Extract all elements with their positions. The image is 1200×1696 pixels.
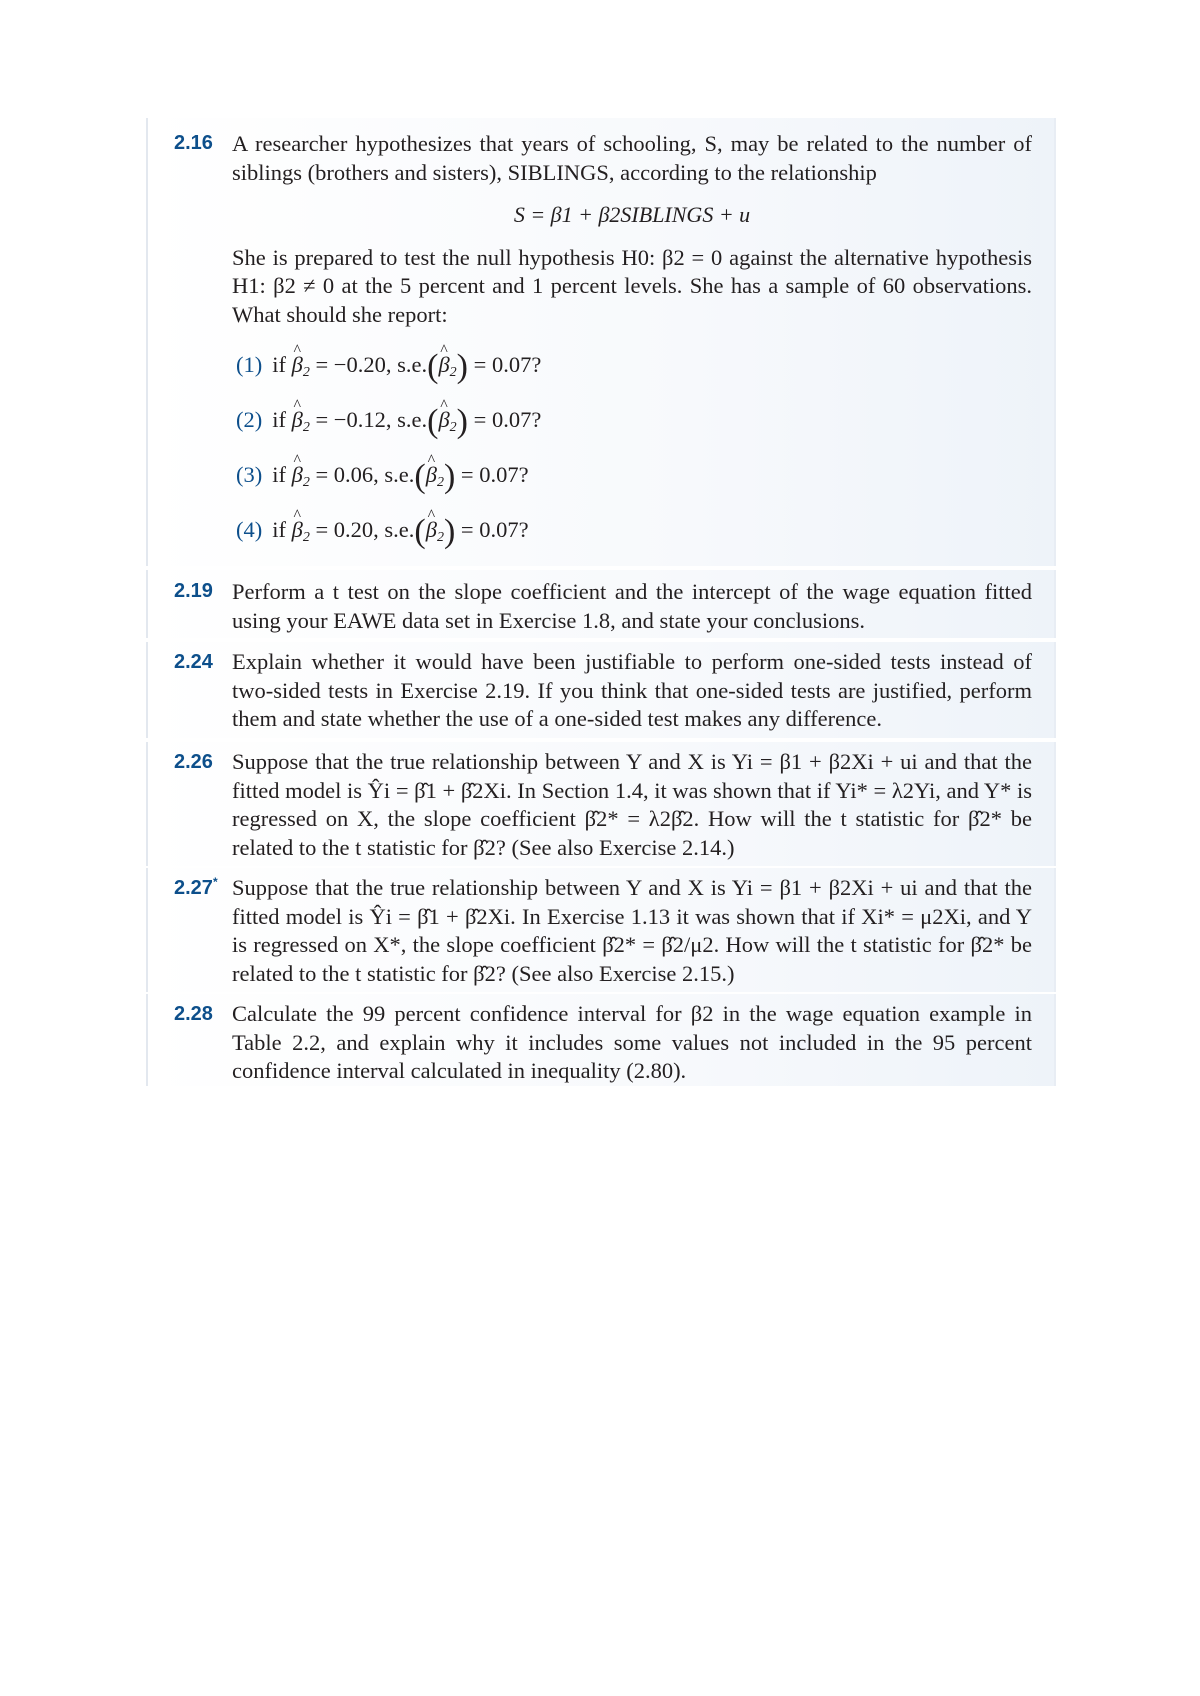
exercise-2-27 — [146, 868, 1056, 992]
exercise-intro: A researcher hypothesizes that years of schooling, S, may be related to the number of siblings (brothers and sisters), SIBLINGS, according to the relationship — [232, 131, 1032, 185]
exercise-body: Calculate the 99 percent confidence interval for β2 in the wage equation example in Table 2.2, and explain why it includes some values not included in the 95 percent confidence interval calculated in inequality (2.80). — [232, 1001, 1032, 1083]
se-value: 0.07 — [491, 407, 532, 432]
exercise-number: 2.28 — [174, 1003, 213, 1025]
sub-question-label: (3) — [236, 462, 263, 487]
estimate-value: 0.06 — [333, 462, 374, 487]
exercise-body-text: She is prepared to test the null hypothesis H0: β2 = 0 against the alternative hypothesis H1: β2 ≠ 0 at the 5 percent and 1 percent levels. She has a sample of 60 observations. What should she report: — [232, 244, 1032, 327]
exercise-number: 2.16 — [174, 132, 213, 154]
exercise-2-28 — [146, 994, 1056, 1086]
sub-question: (2) if ^ $\beta_2 = -0.12$, s.e.(^ $\beta_2) = 0.07$? — [232, 392, 1032, 447]
estimate-value: 0.20 — [333, 517, 374, 542]
exercise-body: Perform a t test on the slope coefficient and the intercept of the wage equation fitted using your EAWE data set in Exercise 1.8, and state your conclusions. — [232, 579, 1032, 633]
se-value: 0.07 — [479, 462, 519, 487]
sub-question-list — [232, 337, 1032, 557]
exercise-body — [232, 130, 1032, 557]
exercise-number: 2.26 — [174, 751, 213, 773]
sub-question-label: (1) — [236, 352, 263, 377]
exercise-number: 2.19 — [174, 580, 213, 602]
sub-question: (1) if ^ $\beta_2 = -0.20$, s.e.(^ $\beta_2) = 0.07$? — [232, 337, 1032, 392]
exercise-body: Explain whether it would have been justifiable to perform one-sided tests instead of two-sided tests in Exercise 2.19. If you think that one-sided tests are justified, perform them and state whether the use of a one-sided test makes any difference. — [232, 649, 1032, 731]
starred-marker: * — [212, 875, 218, 889]
estimate-value: −0.20 — [333, 352, 386, 377]
sub-question: (4) if ^ $\beta_2 = 0.20$, s.e.(^ $\beta_2) = 0.07$? — [232, 502, 1032, 557]
exercise-body: Suppose that the true relationship between Y and X is Yi = β1 + β2Xi + ui and that the fitted model is Ŷi = β̂1 + β̂2Xi. In Exercise 1.13 it was shown that if Xi* = μ2Xi, and Y is regressed on X*, the slope coefficient β̂2* = β̂2/μ2. How will the t statistic for β̂2* be related to the t statistic for β̂2? (See also Exercise 2.15.) — [232, 875, 1032, 986]
se-value: 0.07 — [491, 352, 532, 377]
exercise-2-16 — [146, 118, 1056, 566]
sub-question: (3) if ^ $\beta_2 = 0.06$, s.e.(^ $\beta_2) = 0.07$? — [232, 447, 1032, 502]
estimate-value: −0.12 — [333, 407, 386, 432]
exercise-2-19 — [146, 570, 1056, 638]
se-value: 0.07 — [479, 517, 519, 542]
exercise-2-26 — [146, 742, 1056, 866]
sub-question-label: (2) — [236, 407, 263, 432]
exercise-number-text: 2.27 — [174, 877, 213, 899]
equation: S = β1 + β2SIBLINGS + u — [513, 202, 751, 227]
exercise-number — [174, 877, 218, 900]
exercise-body: Suppose that the true relationship between Y and X is Yi = β1 + β2Xi + ui and that the fitted model is Ŷi = β̂1 + β̂2Xi. In Section 1.4, it was shown that if Yi* = λ2Yi, and Y* is regressed on X, the slope coefficient β̂2* = λ2β̂2. How will the t statistic for β̂2* be related to the t statistic for β̂2? (See also Exercise 2.14.) — [232, 749, 1032, 860]
exercise-2-24 — [146, 642, 1056, 738]
exercise-number: 2.24 — [174, 651, 213, 673]
sub-question-label: (4) — [236, 517, 263, 542]
